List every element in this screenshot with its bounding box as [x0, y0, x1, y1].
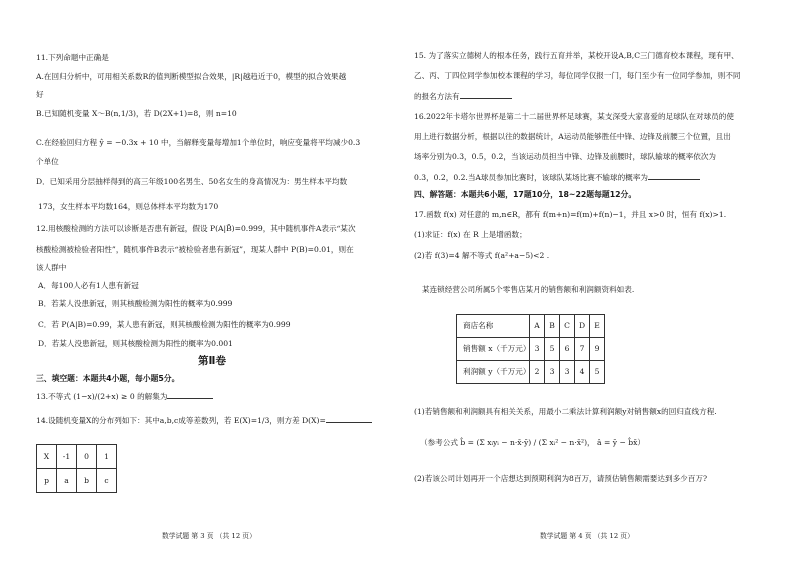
q13-answer-blank: [167, 392, 213, 399]
q16-line1: 16.2022年卡塔尔世界杯是第二十二届世界杯足球赛，某支深受大家喜爱的足球队在对球员的使: [414, 112, 734, 121]
table-cell: 3: [560, 361, 575, 384]
q18-part1: (1)若销售额和利润额具有相关关系，用最小二乘法计算利润额y对销售额x的回归直线方程.: [414, 407, 717, 416]
table-cell: 5: [590, 361, 605, 384]
q14-answer-blank: [326, 416, 372, 423]
q11-option-c-line1: C.在经验回归方程 ŷ = −0.3x + 10 中，当解释变量每增加1个单位时，响应变量将平均减少0.3: [36, 138, 361, 147]
table-cell: -1: [57, 445, 77, 469]
q13-text: [36, 392, 213, 401]
table-cell: 0: [77, 445, 97, 469]
distribution-table: [36, 444, 117, 493]
q17-part1: (1)求证：f(x) 在 R 上是增函数；: [414, 230, 527, 239]
q16-line3: 场率分别为0.3，0.5，0.2，当该运动员担当中锋、边锋及前腰时，球队输球的概率依次为: [414, 152, 717, 161]
page-footer-right: 数学试题 第 4 页 （共 12 页）: [540, 532, 634, 540]
q12-line3: 该人群中: [36, 263, 67, 272]
q11-option-d-line1: D．已知采用分层抽样得到的高三年级100名男生、50名女生的身高情况为：男生样本平均数: [36, 177, 348, 186]
table-row: [457, 338, 605, 361]
table-cell: 7: [575, 338, 590, 361]
table-cell: 6: [560, 338, 575, 361]
table-header-cell: C: [560, 315, 575, 338]
q17-line1: 17.函数 f(x) 对任意的 m,n∈R，都有 f(m+n)=f(m)+f(n)−1，并且 x>0 时，恒有 f(x)>1.: [414, 210, 727, 219]
table-cell: 4: [575, 361, 590, 384]
table-header-cell: A: [530, 315, 545, 338]
q14-stem: 14.设随机变量X的分布列如下：其中a,b,c成等差数列，若 E(X)=1/3，则方差 D(X)=: [36, 416, 326, 425]
table-row: [457, 315, 605, 338]
q17-part2: (2)若 f(3)=4 解不等式 f(a²+a−5)<2 .: [414, 251, 550, 260]
q16-line4: [414, 173, 700, 182]
table-header-cell: D: [575, 315, 590, 338]
q11-option-b: B.已知随机变量 X～B(n,1/3)，若 D(2X+1)=8，则 n=10: [36, 109, 237, 118]
q16-answer-blank: [648, 173, 700, 180]
q18-part2: (2)若该公司计划再开一个店想达到预期利润为8百万，请预估销售额需要达到多少百万?: [414, 474, 708, 483]
reference-formula: （参考公式 b̂ = (Σ xᵢyᵢ − n·x̄·ȳ) / (Σ xᵢ² − n·x̄²)， â = ȳ − b̂x̄）: [420, 438, 645, 447]
q12-option-b: B．若某人没患新冠，则其核酸检测为阳性的概率为0.999: [38, 299, 233, 308]
q16-line2: 用上进行数据分析，根据以往的数据统计，A运动员能够胜任中锋、边锋及前腰三个位置，且出: [414, 132, 731, 141]
q12-option-c: C．若 P(A|B)=0.99，某人患有新冠，则其核酸检测为阳性的概率为0.999: [38, 320, 291, 329]
table-cell: X: [37, 445, 57, 469]
table-cell: 利润额 y（千万元）: [457, 361, 530, 384]
q11-stem: 11.下列命题中正确是: [36, 53, 109, 62]
table-cell: 2: [530, 361, 545, 384]
table-cell: 3: [530, 338, 545, 361]
table-cell: p: [37, 469, 57, 493]
table-cell: 5: [545, 338, 560, 361]
table-row: [457, 361, 605, 384]
q11-option-a-line2: 好: [36, 90, 44, 99]
q18-intro: 某连锁经营公司所属5个零售店某月的销售额和利润额资料如表.: [422, 285, 635, 294]
section-three-heading: 三、填空题：本题共4小题，每小题5分。: [36, 374, 180, 383]
q12-option-a: A．每100人必有1人患有新冠: [38, 281, 139, 290]
table-header-cell: 商店名称: [457, 315, 530, 338]
page-footer-left: 数学试题 第 3 页 （共 12 页）: [162, 532, 256, 540]
table-cell: b: [77, 469, 97, 493]
formula-prefix: （参考公式: [420, 438, 458, 447]
q15-line3: [414, 92, 512, 101]
q11-option-c-line2: 个单位: [36, 157, 59, 166]
table-header-cell: E: [590, 315, 605, 338]
table-cell: 1: [97, 445, 117, 469]
table-cell: 3: [545, 361, 560, 384]
q12-line2: 核酸检测被检验者阳性”，随机事件B表示“被检验者患有新冠”，现某人群中 P(B)=0.01，则在: [36, 245, 354, 254]
q12-line1: 12.用核酸检测的方法可以诊断是否患有新冠，假设 P(A|B̄)=0.999，其中随机事件A表示“某次: [36, 224, 356, 233]
q16-line4-text: 0.3，0.2，0.2.当A球员参加比赛时，该球队某场比赛不输球的概率为: [414, 173, 648, 182]
table-cell: c: [97, 469, 117, 493]
table-row: [37, 445, 117, 469]
table-cell: 销售额 x（千万元）: [457, 338, 530, 361]
q15-line2: 乙、丙、丁四位同学参加校本课程的学习，每位同学仅报一门，每门至少有一位同学参加，则不同: [414, 71, 741, 80]
q15-answer-blank: [460, 92, 512, 99]
table-row: [37, 469, 117, 493]
q15-line3-text: 的报名方法有: [414, 92, 460, 101]
q11-option-d-line2: 173，女生样本平均数164，则总体样本平均数为170: [38, 202, 219, 211]
q15-line1: 15. 为了落实立德树人的根本任务，践行五育并举，某校开设A,B,C三门德育校本课程，现有甲、: [414, 51, 739, 60]
table-header-cell: B: [545, 315, 560, 338]
formula-a-hat: â = ȳ − b̂x̄）: [597, 438, 645, 447]
q14-text: [36, 416, 372, 425]
q13-stem: 13.不等式 (1−x)/(2+x) ≥ 0 的解集为: [36, 392, 168, 401]
sales-profit-table: [456, 314, 605, 384]
q12-option-d: D．若某人没患新冠，则其核酸检测为阳性的概率为0.001: [38, 339, 233, 348]
q11-option-a-line1: A.在回归分析中，可用相关系数R的值判断模型拟合效果，|R|越趋近于0，模型的拟合效果越: [36, 72, 347, 81]
table-cell: 9: [590, 338, 605, 361]
formula-b-hat: b̂ = (Σ xᵢyᵢ − n·x̄·ȳ) / (Σ xᵢ² − n·x̄²): [460, 438, 588, 447]
section-four-heading: 四、解答题：本题共6小题，17题10分，18~22题每题12分。: [414, 190, 637, 199]
part-two-title: 第Ⅱ卷: [198, 355, 226, 367]
table-cell: a: [57, 469, 77, 493]
